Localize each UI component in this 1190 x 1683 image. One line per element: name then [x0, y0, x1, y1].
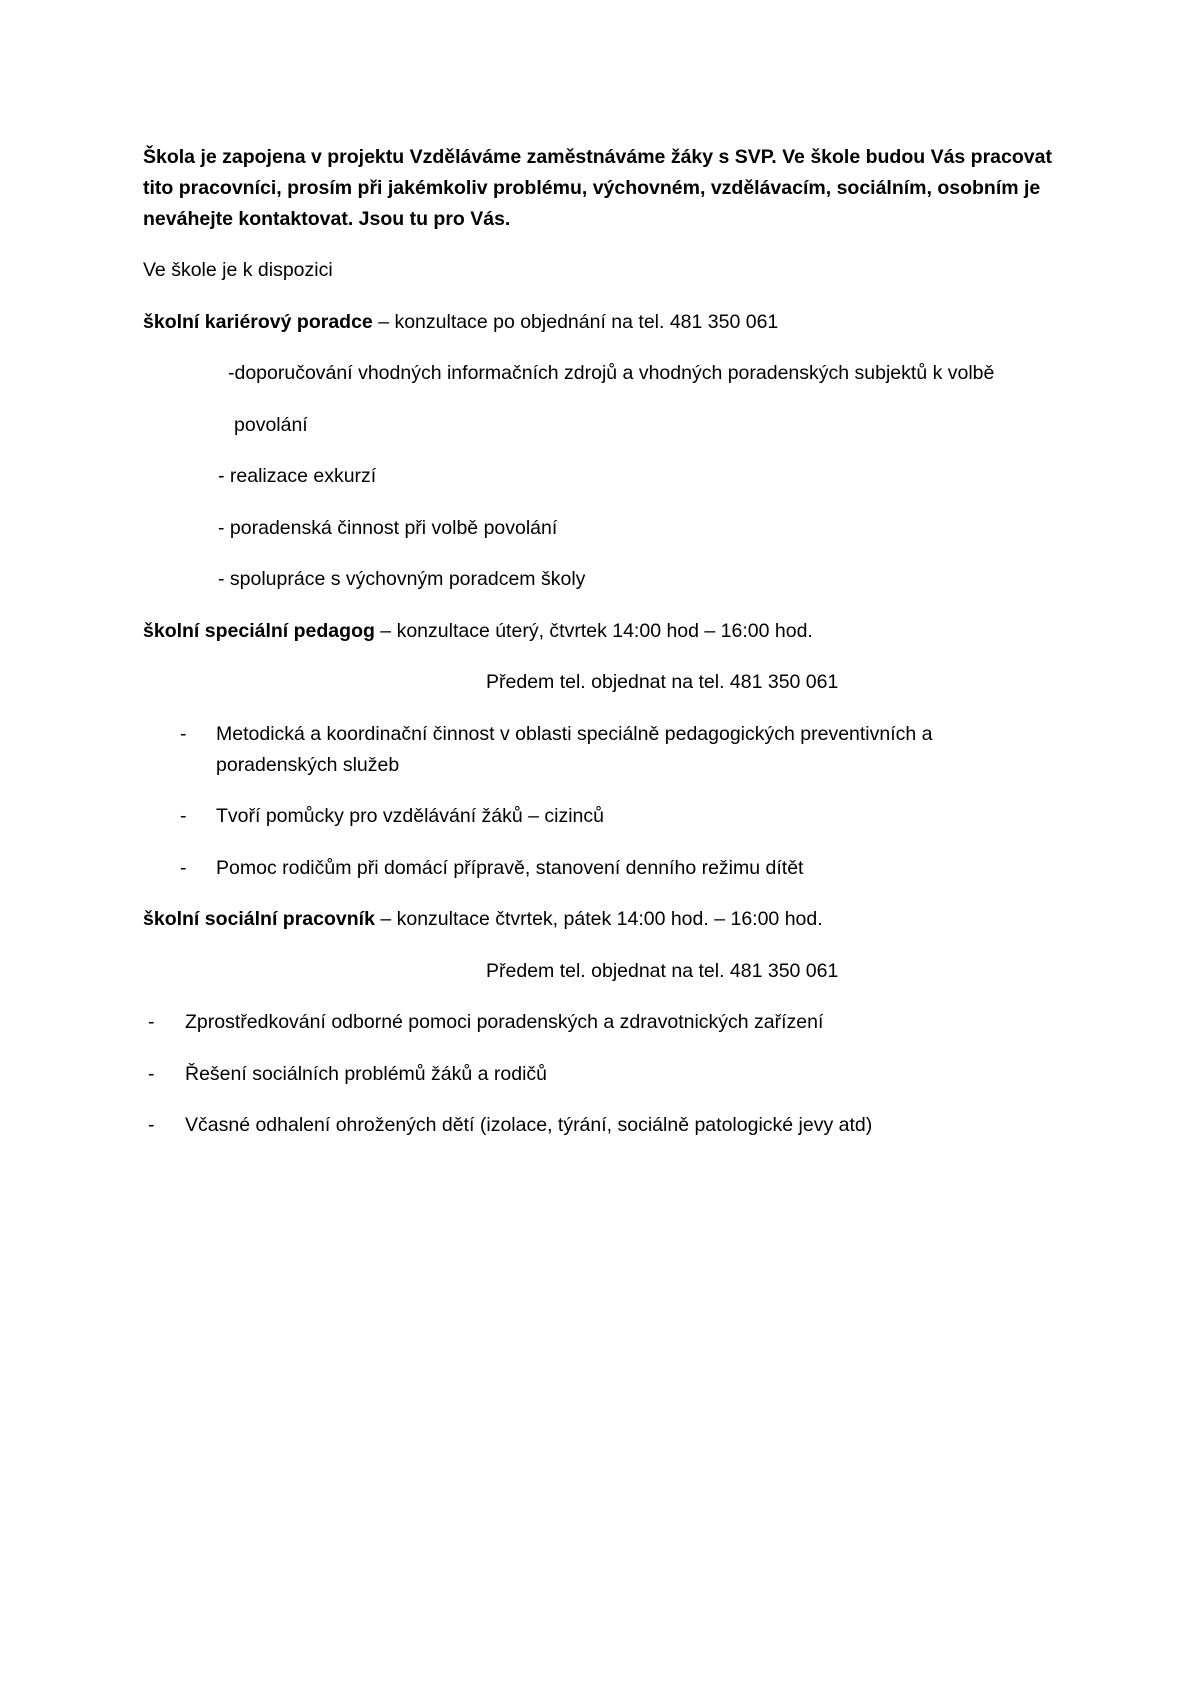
special-pedagogue-item: Metodická a koordinační činnost v oblasti speciálně pedagogických preventivních a: [216, 723, 933, 745]
special-pedagogue-item-continued: poradenských služeb: [216, 754, 400, 776]
special-pedagogue-consultation: – konzultace úterý, čtvrtek 14:00 hod – 16:00 hod.: [374, 620, 813, 642]
list-bullet: -: [148, 1114, 155, 1136]
career-advisor-consultation: – konzultace po objednání na tel. 481 350 061: [372, 311, 779, 333]
intro-line-3: neváhejte kontaktovat. Jsou tu pro Vás.: [143, 208, 511, 230]
special-pedagogue-item: Pomoc rodičům při domácí přípravě, stanovení denního režimu dítět: [216, 857, 804, 879]
special-pedagogue-heading: [143, 619, 813, 643]
list-bullet: -: [180, 723, 187, 745]
career-advisor-heading: [143, 310, 778, 334]
career-advisor-item: povolání: [234, 414, 308, 436]
special-pedagogue-note: Předem tel. objednat na tel. 481 350 061: [486, 671, 839, 693]
intro-line-1: Škola je zapojena v projektu Vzděláváme zaměstnáváme žáky s SVP. Ve škole budou Vás pracovat: [143, 146, 1052, 168]
social-worker-consultation: – konzultace čtvrtek, pátek 14:00 hod. – 16:00 hod.: [374, 908, 823, 930]
career-advisor-item: -doporučování vhodných informačních zdrojů a vhodných poradenských subjektů k volbě: [228, 362, 995, 384]
social-worker-heading: [143, 907, 823, 931]
career-advisor-item: - spolupráce s výchovným poradcem školy: [218, 568, 586, 590]
list-bullet: -: [180, 805, 187, 827]
social-worker-note: Předem tel. objednat na tel. 481 350 061: [486, 960, 839, 982]
career-advisor-title: školní kariérový poradce: [143, 311, 373, 333]
special-pedagogue-title: školní speciální pedagog: [143, 620, 375, 642]
social-worker-item: Řešení sociálních problémů žáků a rodičů: [185, 1063, 548, 1085]
social-worker-title: školní sociální pracovník: [143, 908, 375, 930]
social-worker-item: Včasné odhalení ohrožených dětí (izolace, týrání, sociálně patologické jevy atd): [185, 1114, 873, 1136]
career-advisor-item: - poradenská činnost při volbě povolání: [218, 517, 558, 539]
intro-line-2: tito pracovníci, prosím při jakémkoliv problému, výchovném, vzdělávacím, sociálním, osobním je: [143, 177, 1041, 199]
special-pedagogue-item: Tvoří pomůcky pro vzdělávání žáků – cizinců: [216, 805, 605, 827]
career-advisor-item: - realizace exkurzí: [218, 465, 377, 487]
list-bullet: -: [148, 1063, 155, 1085]
social-worker-item: Zprostředkování odborné pomoci poradenských a zdravotnických zařízení: [185, 1011, 824, 1033]
list-bullet: -: [180, 857, 187, 879]
available-label: Ve škole je k dispozici: [143, 259, 333, 281]
list-bullet: -: [148, 1011, 155, 1033]
